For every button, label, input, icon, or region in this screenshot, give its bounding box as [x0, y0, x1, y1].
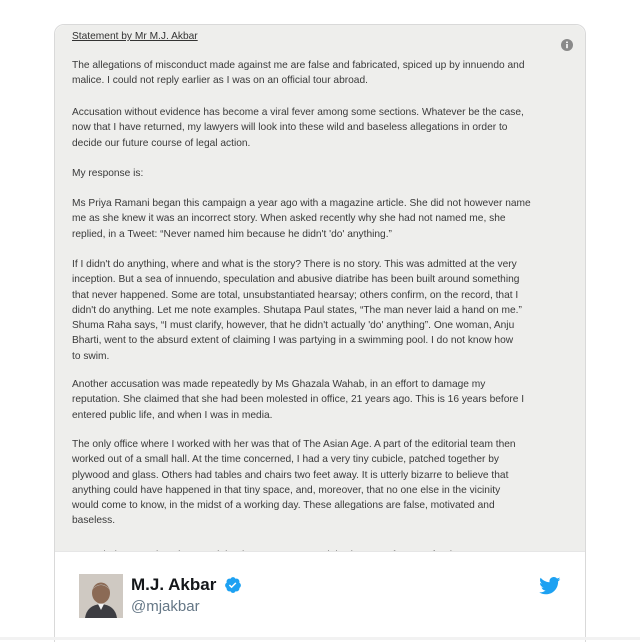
user-handle[interactable]: @mjakbar — [131, 598, 200, 615]
document-paragraph: Ms Priya Ramani began this campaign a year ago with a magazine article. She did not however name me as she knew it was an incorrect story. When asked recently why she had not named me, she replied, in a Tweet: “Never named him because he didn't 'do' anything.” — [72, 198, 531, 240]
verified-badge-icon — [224, 576, 242, 594]
document-paragraph: Another accusation was made repeatedly by Ms Ghazala Wahab, in an effort to damage my reputation. She claimed that she had been molested in office, 21 years ago. This is 16 years before I entered public life, and when I was in media. — [72, 379, 525, 421]
document-title: Statement by Mr M.J. Akbar — [72, 31, 198, 42]
divider — [0, 637, 640, 640]
document-paragraph: If I didn't do anything, where and what is the story? There is no story. This was admitted at the very inception. But a sea of innuendo, speculation and abusive diatribe has been built around something that never happened. Some are total, unsubstantiated hearsay; others confirm, on the record, that I didn't do anything. Let me note examples. Shutapa Paul states, “The man never laid a hand on me.” Shuma Raha says, “I must clarify, however, that he didn't actually 'do' anything”. One woman, Anju Bharti, went to the absurd extent of claiming I was partying in a swimming pool. I do not know how to swim. — [72, 259, 522, 362]
display-name[interactable]: M.J. Akbar — [131, 575, 217, 594]
info-icon[interactable] — [561, 39, 573, 51]
avatar[interactable] — [79, 574, 123, 618]
document-paragraph: The allegations of misconduct made against me are false and fabricated, spiced up by innuendo and malice. I could not reply earlier as I was on an official tour abroad. — [72, 60, 525, 87]
avatar-portrait-icon — [79, 574, 123, 618]
document-paragraph: The only office where I worked with her was that of The Asian Age. A part of the editorial team then worked out of a small hall. At the time concerned, I had a very tiny cubicle, patched together by plywood and glass. Others had tables and chairs two feet away. It is utterly bizarre to believe that anything could have happened in that tiny space, and, moreover, that no one else in the vicinity would come to know, in the midst of a working day. These allegations are false, motivated and baseless. — [72, 439, 516, 527]
twitter-bird-icon[interactable] — [539, 577, 561, 595]
document-paragraph: Accusation without evidence has become a viral fever among some sections. Whatever be the case, now that I have returned, my lawyers will look into these wild and baseless allegations in order to decide our future course of legal action. — [72, 107, 524, 149]
tweet-author-bar — [55, 551, 585, 642]
statement-image[interactable] — [55, 25, 585, 551]
document-paragraph: My response is: — [72, 168, 144, 179]
tweet-card — [54, 24, 586, 642]
